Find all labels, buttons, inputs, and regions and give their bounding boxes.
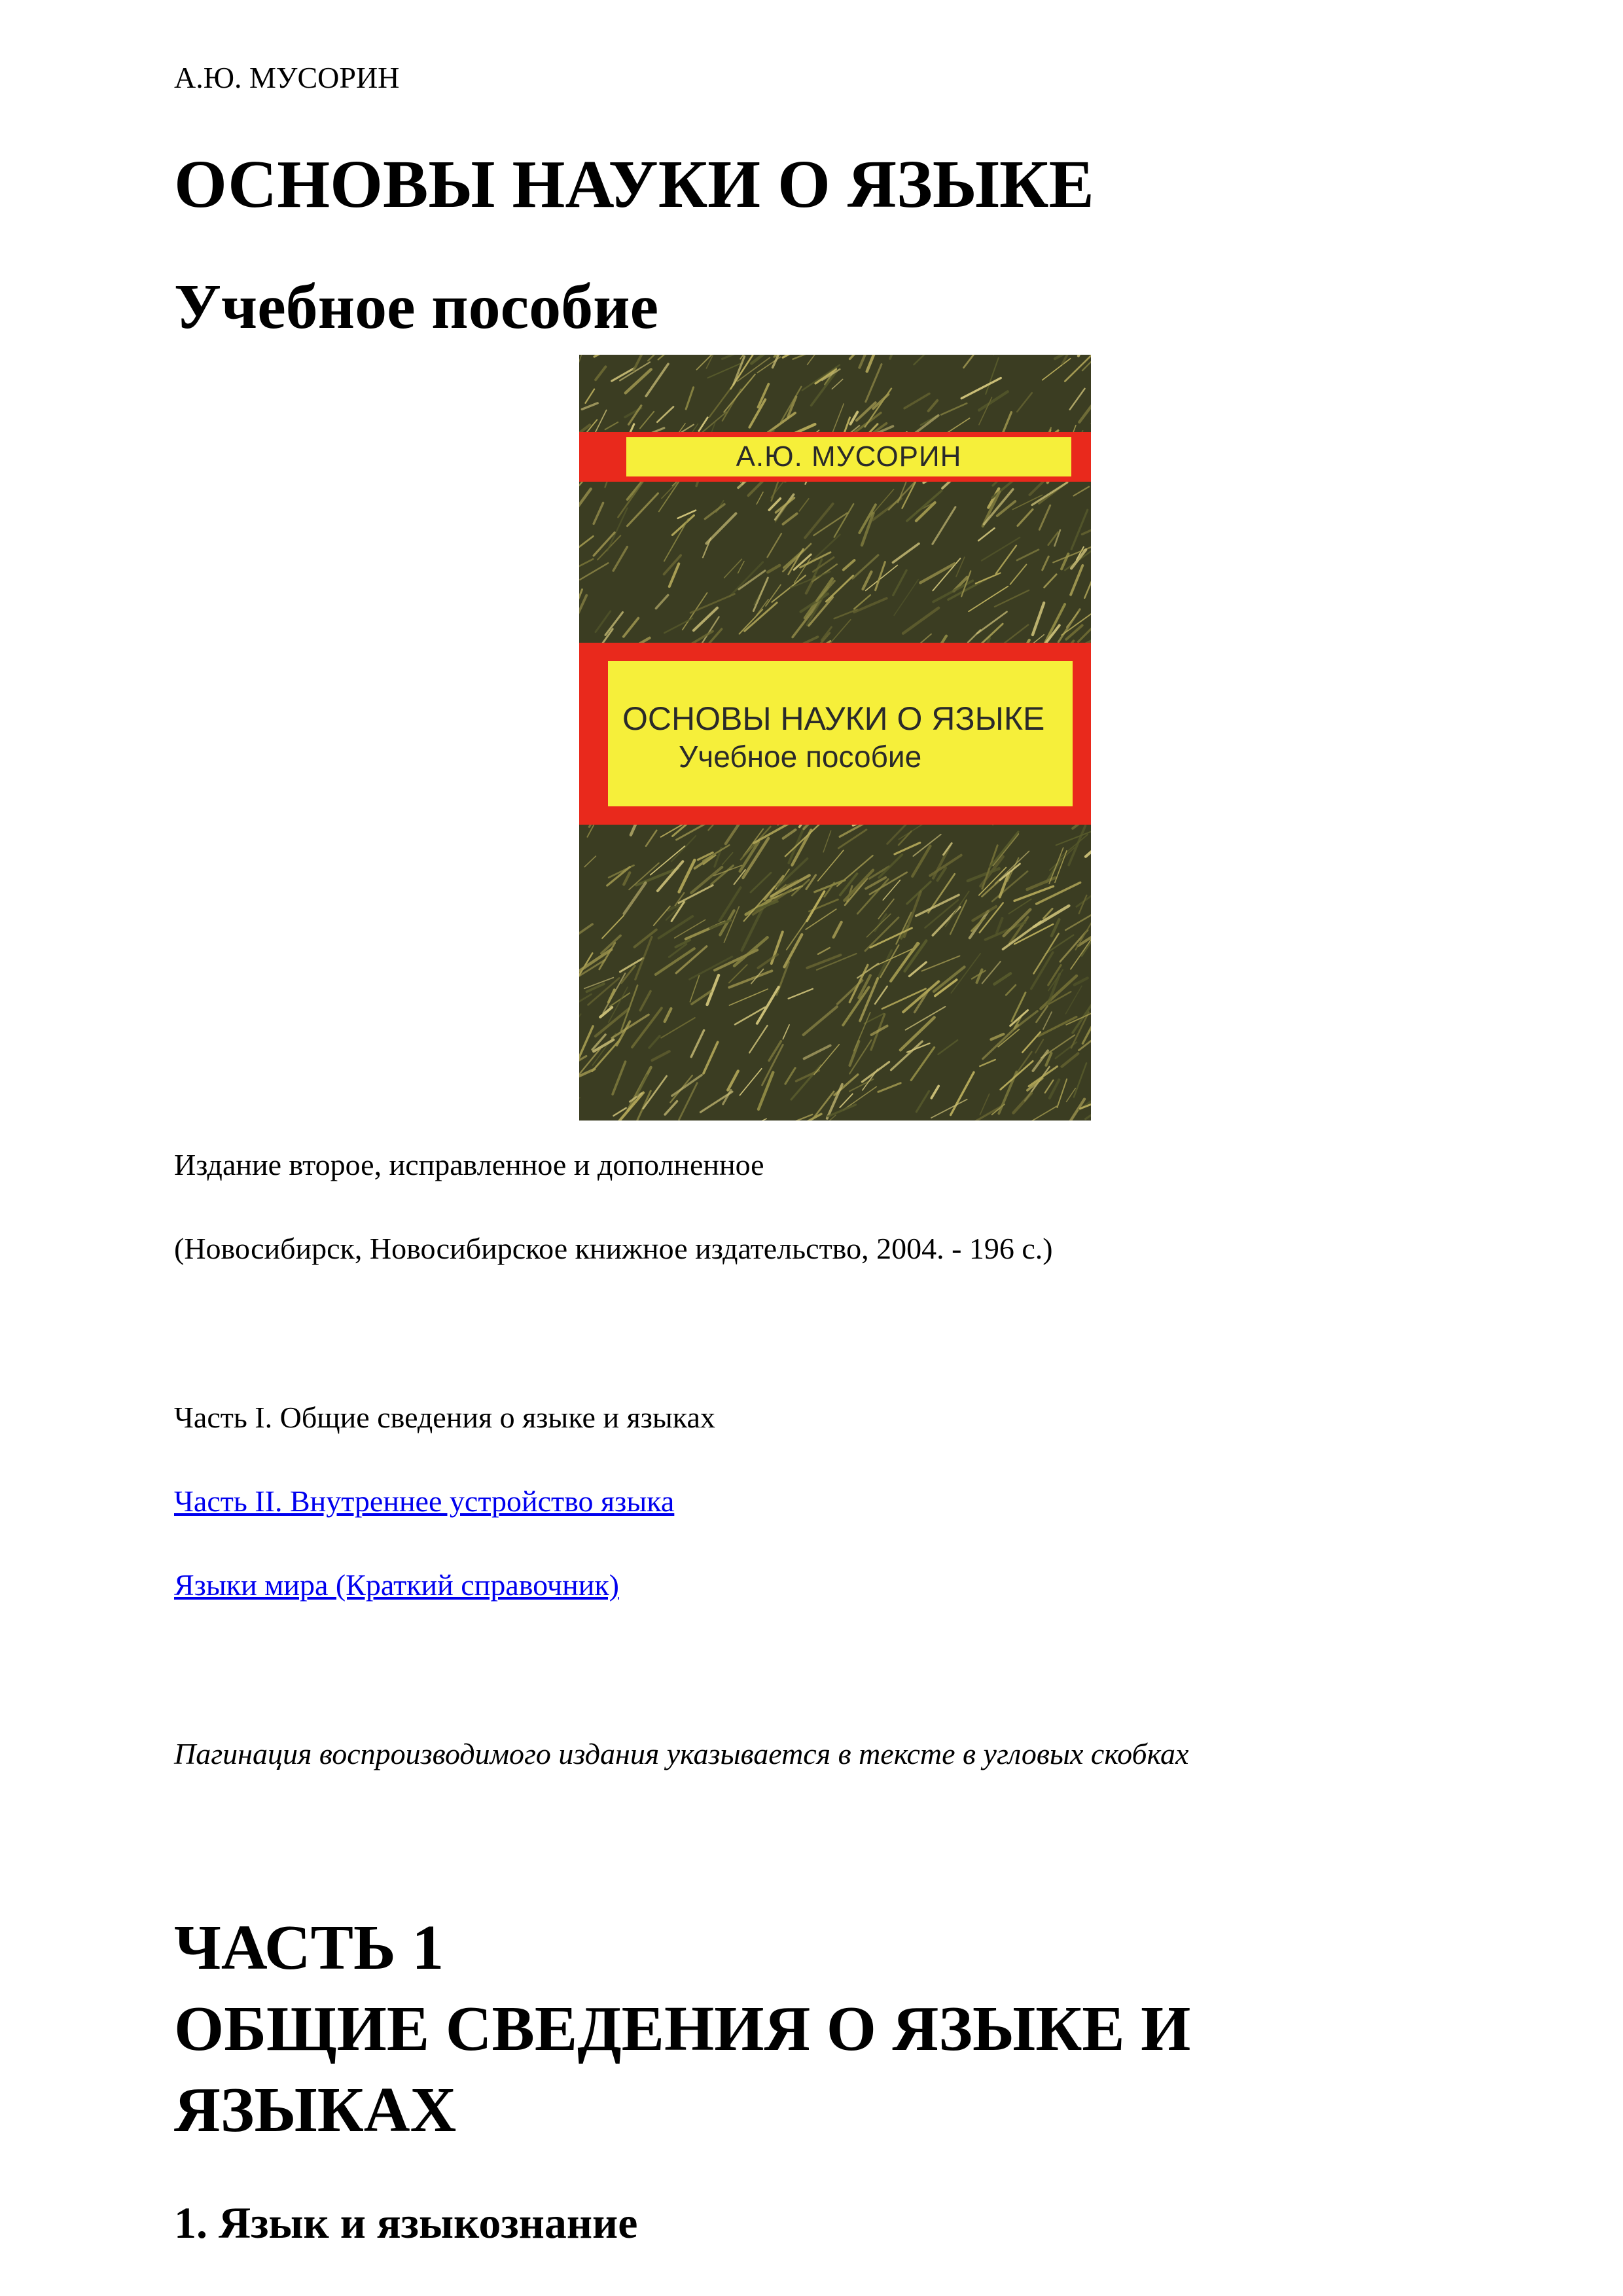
part-heading-line-1: ЧАСТЬ 1 xyxy=(174,1912,444,1983)
book-title: ОСНОВЫ НАУКИ О ЯЗЫКЕ xyxy=(174,147,1094,222)
toc-part-1: Часть I. Общие сведения о языке и языках xyxy=(174,1401,715,1434)
pagination-note: Пагинация воспроизводимого издания указывается в тексте в угловых скобках xyxy=(174,1737,1189,1770)
toc-languages-link[interactable]: Языки мира (Краткий справочник) xyxy=(174,1568,619,1602)
section-heading: 1. Язык и языкознание xyxy=(174,2198,638,2248)
toc-part-2-link[interactable]: Часть II. Внутреннее устройство языка xyxy=(174,1484,675,1518)
cover-author: А.Ю. МУСОРИН xyxy=(626,437,1071,476)
cover-title-label xyxy=(608,661,1073,806)
edition-info: Издание второе, исправленное и дополненное xyxy=(174,1148,764,1181)
part-heading-line-3: ЯЗЫКАХ xyxy=(174,2075,457,2145)
publication-info: (Новосибирск, Новосибирское книжное издательство, 2004. - 196 с.) xyxy=(174,1232,1053,1265)
part-heading-line-2: ОБЩИЕ СВЕДЕНИЯ О ЯЗЫКЕ И xyxy=(174,1994,1191,2064)
cover-title: ОСНОВЫ НАУКИ О ЯЗЫКЕ xyxy=(622,700,1045,737)
part-heading xyxy=(174,1907,1483,2151)
book-cover-image xyxy=(579,355,1091,1121)
book-subtitle: Учебное пособие xyxy=(174,272,659,342)
author-name: А.Ю. МУСОРИН xyxy=(174,61,400,94)
cover-subtitle: Учебное пособие xyxy=(679,740,922,774)
